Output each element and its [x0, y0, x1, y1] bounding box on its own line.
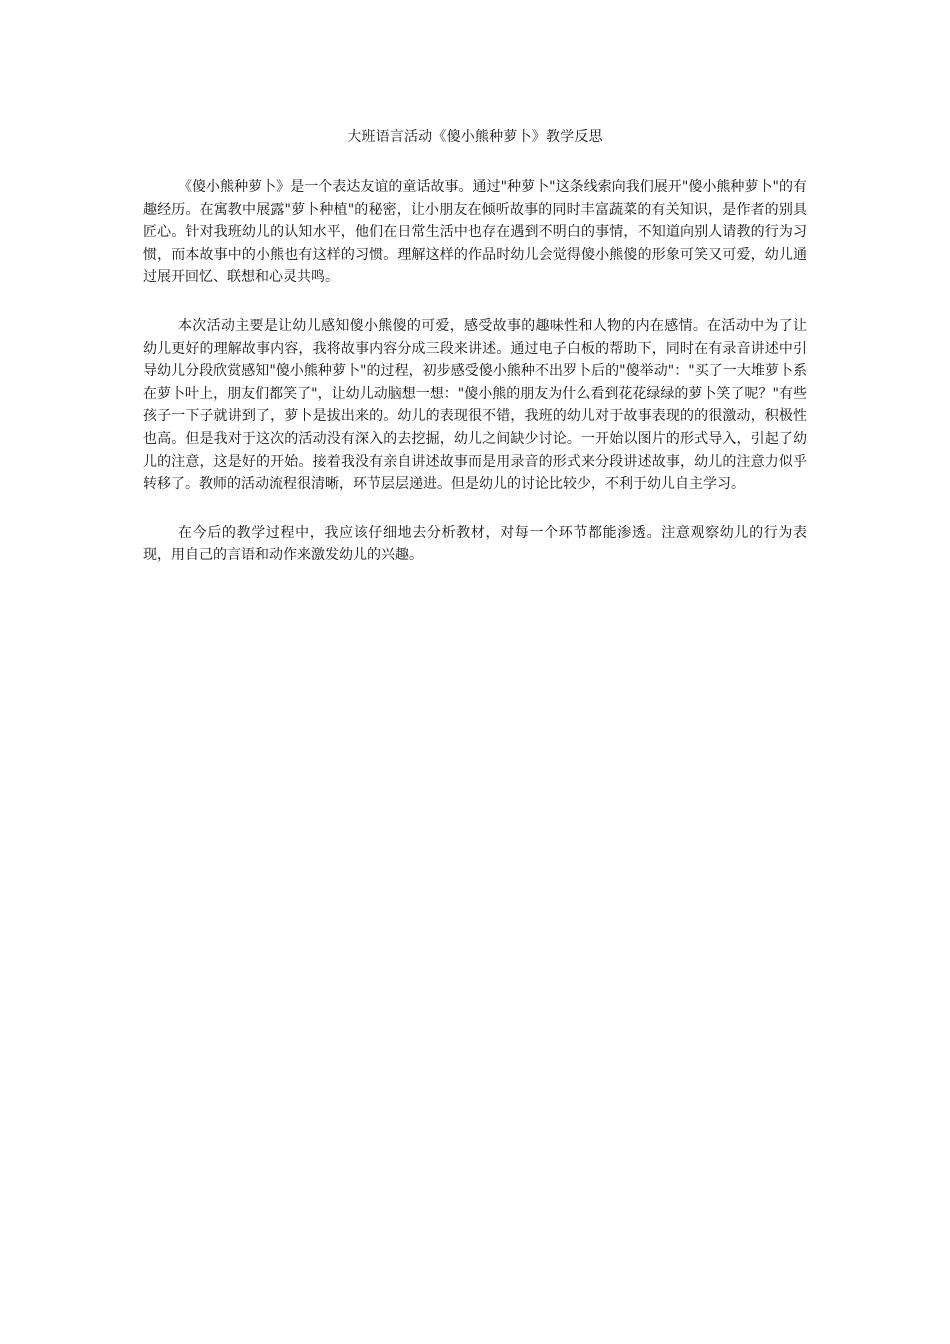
paragraph-1: 《傻小熊种萝卜》是一个表达友谊的童话故事。通过"种萝卜"这条线索向我们展开"傻小熊种萝卜"的有趣经历。在寓教中展露"萝卜种植"的秘密，让小朋友在倾听故事的同时丰富蔬菜的有关知识，是作者的别具匠心。针对我班幼儿的认知水平，他们在日常生活中也存在遇到不明白的事情，不知道向别人请教的行为习惯，而本故事中的小熊也有这样的习惯。理解这样的作品时幼儿会觉得傻小熊傻的形象可笑又可爱，幼儿通过展开回忆、联想和心灵共鸣。 [143, 179, 807, 286]
paragraph-2: 本次活动主要是让幼儿感知傻小熊傻的可爱，感受故事的趣味性和人物的内在感情。在活动中为了让幼儿更好的理解故事内容，我将故事内容分成三段来讲述。通过电子白板的帮助下，同时在有录音讲述中引导幼儿分段欣赏感知"傻小熊种萝卜"的过程，初步感受傻小熊种不出罗卜后的"傻举动"："买了一大堆萝卜系在萝卜叶上，朋友们都笑了"，让幼儿动脑想一想："傻小熊的朋友为什么看到花花绿绿的萝卜笑了呢？"有些孩子一下子就讲到了，萝卜是拔出来的。幼儿的表现很不错，我班的幼儿对于故事表现的的很激动，积极性也高。但是我对于这次的活动没有深入的去挖掘，幼儿之间缺少讨论。一开始以图片的形式导入，引起了幼儿的注意，这是好的开始。接着我没有亲自讲述故事而是用录音的形式来分段讲述故事，幼儿的注意力似乎转移了。教师的活动流程很清晰，环节层层递进。但是幼儿的讨论比较少，不利于幼儿自主学习。 [143, 317, 807, 493]
paragraph-3: 在今后的教学过程中，我应该仔细地去分析教材，对每一个环节都能渗透。注意观察幼儿的行为表现，用自己的言语和动作来激发幼儿的兴趣。 [143, 524, 807, 564]
document-body [143, 176, 807, 593]
document-title: 大班语言活动《傻小熊种萝卜》教学反思 [347, 129, 603, 145]
